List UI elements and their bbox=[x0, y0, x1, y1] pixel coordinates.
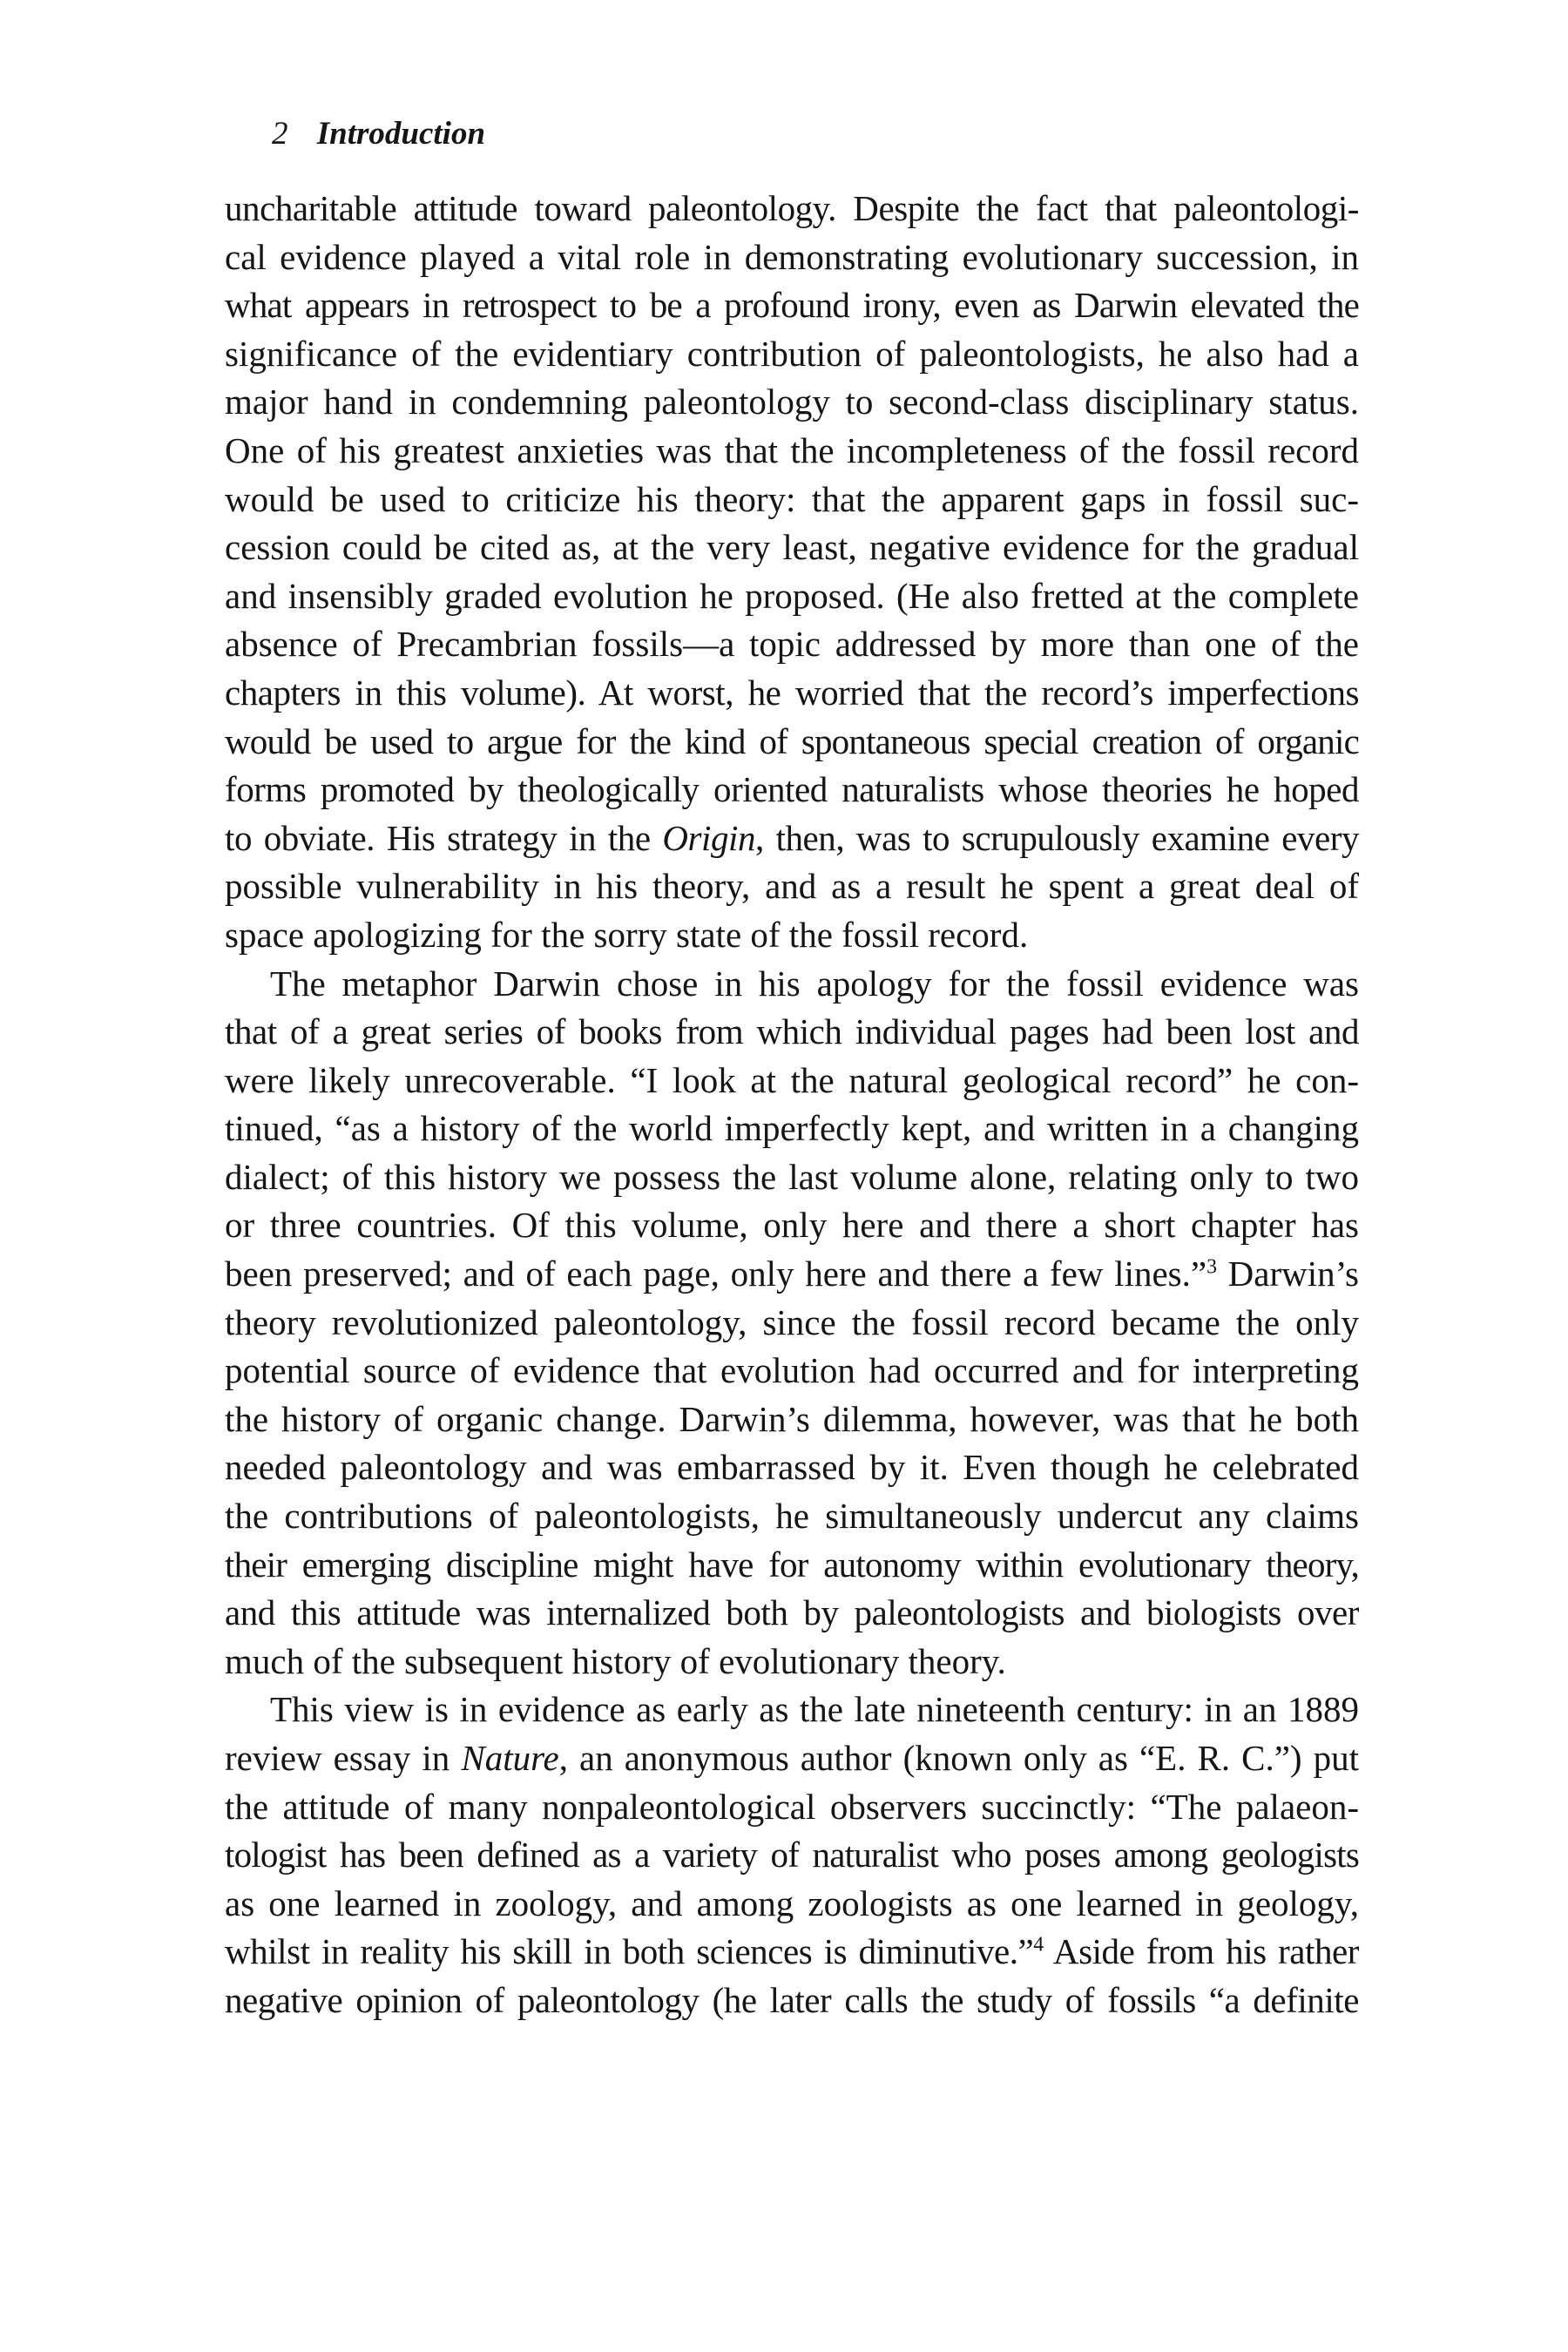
paragraph bbox=[225, 1686, 1359, 2024]
text-line: space apologizing for the sorry state of the fossil record. bbox=[225, 914, 1029, 955]
text-line: or three countries. Of this volume, only here and there a short chapter has bbox=[225, 1205, 1359, 1246]
text-line: the history of organic change. Darwin’s dilemma, however, was that he both bbox=[225, 1398, 1359, 1439]
text-line: This view is in evidence as early as the late nineteenth century: in an 1889 bbox=[270, 1689, 1359, 1730]
book-title-italic: Origin bbox=[662, 817, 756, 858]
text-line: negative opinion of paleontology (he later calls the study of fossils “a definite bbox=[225, 1979, 1359, 2020]
paragraph bbox=[225, 960, 1359, 1686]
text-line: needed paleontology and was embarrassed by it. Even though he celebrated bbox=[225, 1447, 1359, 1488]
text-line: significance of the evidentiary contribution of paleontologists, he also had a bbox=[225, 333, 1359, 374]
text-run: , then, was to scrupulously examine every bbox=[755, 817, 1359, 858]
page-number: 2 bbox=[272, 116, 288, 152]
text-line: were likely unrecoverable. “I look at the natural geological record” he con- bbox=[225, 1059, 1359, 1100]
text-line: cession could be cited as, at the very least, negative evidence for the gradual bbox=[225, 527, 1359, 568]
text-line: and this attitude was internalized both by paleontologists and biologists over bbox=[225, 1592, 1359, 1633]
journal-title-italic: Nature bbox=[461, 1738, 559, 1778]
text-run: to obviate. His strategy in the bbox=[225, 817, 663, 858]
text-line: and insensibly graded evolution he proposed. (He also fretted at the complete bbox=[225, 575, 1359, 616]
text-run: Aside from his rather bbox=[1043, 1931, 1359, 1972]
text-line: their emerging discipline might have for autonomy within evolutionary theory, bbox=[225, 1544, 1359, 1585]
text-line: forms promoted by theologically oriented naturalists whose theories he hoped bbox=[225, 769, 1359, 810]
text-line: tinued, “as a history of the world imperfectly kept, and written in a changing bbox=[225, 1108, 1359, 1149]
text-line: theory revolutionized paleontology, since the fossil record became the only bbox=[225, 1301, 1359, 1342]
text-line: would be used to argue for the kind of spontaneous special creation of organic bbox=[225, 720, 1359, 761]
text-run: been preserved; and of each page, only here and there a few lines.” bbox=[225, 1254, 1207, 1294]
text-line: absence of Precambrian fossils—a topic addressed by more than one of the bbox=[225, 624, 1359, 665]
footnote-ref: 3 bbox=[1206, 1255, 1217, 1279]
text-line: as one learned in zoology, and among zoologists as one learned in geology, bbox=[225, 1882, 1359, 1923]
text-line: possible vulnerability in his theory, and as a result he spent a great deal of bbox=[225, 866, 1359, 907]
text-line bbox=[225, 1928, 1359, 1977]
text-line: cal evidence played a vital role in demonstrating evolutionary succession, in bbox=[225, 236, 1359, 277]
text-run: Darwin’s bbox=[1216, 1254, 1359, 1294]
text-line: chapters in this volume). At worst, he worried that the record’s imperfections bbox=[225, 672, 1359, 713]
text-line: tologist has been defined as a variety of naturalist who poses among geologists bbox=[225, 1835, 1359, 1876]
text-line: much of the subsequent history of evolutionary theory. bbox=[225, 1640, 1006, 1681]
text-line: dialect; of this history we possess the last volume alone, relating only to two bbox=[225, 1156, 1359, 1197]
text-run: review essay in bbox=[225, 1738, 462, 1778]
running-head-title: Introduction bbox=[316, 116, 486, 152]
running-head bbox=[272, 115, 485, 153]
text-run: , an anonymous author (known only as “E. R. C.”) put bbox=[558, 1738, 1359, 1778]
text-line: One of his greatest anxieties was that the incompleteness of the fossil record bbox=[225, 429, 1359, 470]
text-line bbox=[225, 1250, 1359, 1299]
text-line: uncharitable attitude toward paleontology. Despite the fact that paleontologi- bbox=[225, 188, 1359, 228]
paragraph bbox=[225, 185, 1359, 960]
text-line: what appears in retrospect to be a profound irony, even as Darwin elevated the bbox=[225, 285, 1359, 326]
text-line: The metaphor Darwin chose in his apology for the fossil evidence was bbox=[270, 963, 1359, 1004]
text-run: whilst in reality his skill in both sciences is diminutive.” bbox=[225, 1931, 1034, 1972]
footnote-ref: 4 bbox=[1033, 1933, 1044, 1957]
text-line: that of a great series of books from which individual pages had been lost and bbox=[225, 1011, 1359, 1052]
text-line bbox=[225, 814, 1359, 863]
text-line bbox=[225, 1734, 1359, 1783]
text-line: major hand in condemning paleontology to second-class disciplinary status. bbox=[225, 382, 1359, 422]
text-line: potential source of evidence that evolution had occurred and for interpreting bbox=[225, 1350, 1359, 1391]
text-line: the contributions of paleontologists, he simultaneously undercut any claims bbox=[225, 1496, 1359, 1537]
text-line: the attitude of many nonpaleontological observers succinctly: “The palaeon- bbox=[225, 1786, 1359, 1827]
body-text bbox=[225, 185, 1359, 2025]
text-line: would be used to criticize his theory: that the apparent gaps in fossil suc- bbox=[225, 478, 1359, 519]
